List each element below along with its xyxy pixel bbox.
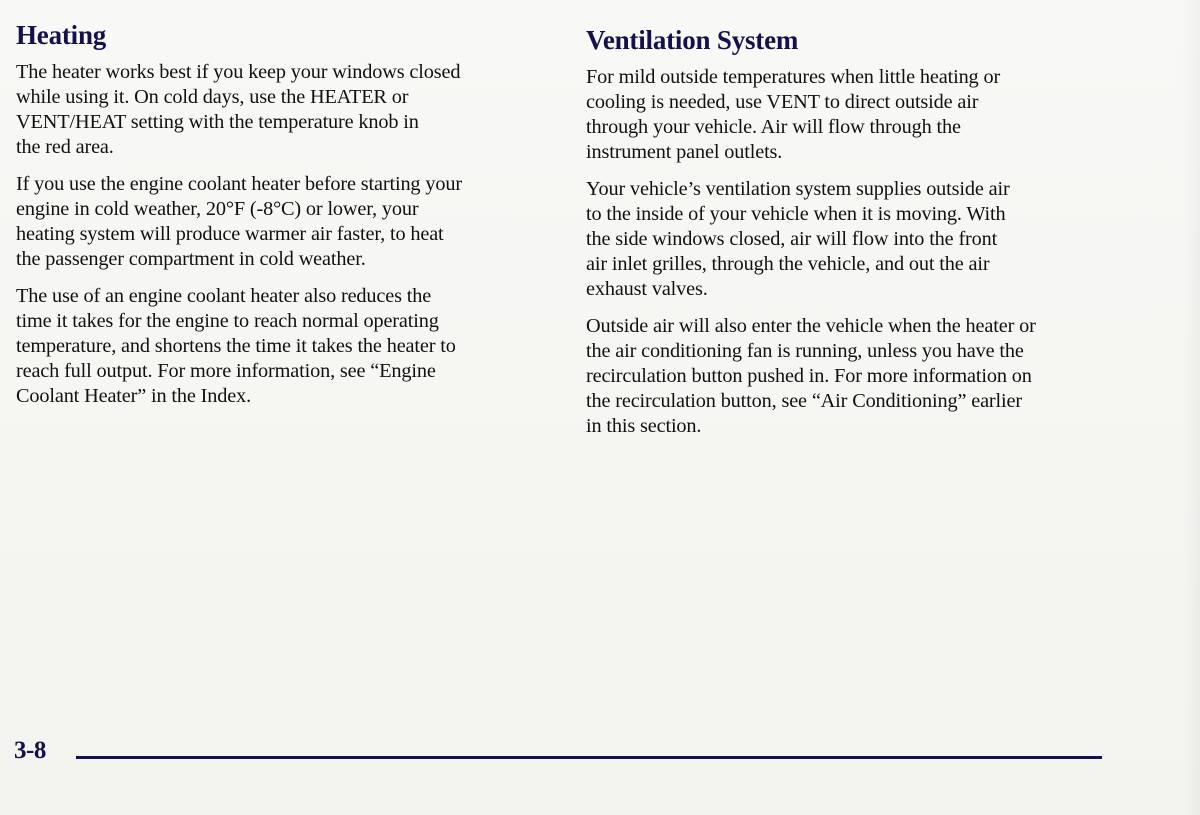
heating-paragraph-2: If you use the engine coolant heater before starting your engine in cold weather, 20°F (-8°C) or lower, your heating system will produce warmer air faster, to heat the passenger compartment in cold weather. <box>16 173 462 270</box>
footer-rule <box>76 756 1102 759</box>
heating-paragraph-1: The heater works best if you keep your windows closed while using it. On cold days, use the HEATER or VENT/HEAT setting with the temperature knob in the red area. <box>16 61 461 158</box>
page-number: 3-8 <box>14 737 46 764</box>
ventilation-section <box>586 0 1111 439</box>
heating-heading: Heating <box>16 20 107 50</box>
heating-paragraph-3: The use of an engine coolant heater also reduces the time it takes for the engine to reach normal operating temperature, and shortens the time it takes the heater to reach full output. For more information, see “Engine Coolant Heater” in the Index. <box>16 285 456 407</box>
heating-section <box>16 0 551 409</box>
ventilation-paragraph-2: Your vehicle’s ventilation system supplies outside air to the inside of your vehicle when it is moving. With the side windows closed, air will flow into the front air inlet grilles, through the vehicle, and out the air exhaust valves. <box>586 178 1010 300</box>
ventilation-paragraph-3: Outside air will also enter the vehicle when the heater or the air conditioning fan is running, unless you have the recirculation button pushed in. For more information on the recirculation button, see “Air Conditioning” earlier in this section. <box>586 315 1036 437</box>
ventilation-heading: Ventilation System <box>586 25 799 55</box>
ventilation-paragraph-1: For mild outside temperatures when little heating or cooling is needed, use VENT to direct outside air through your vehicle. Air will flow through the instrument panel outlets. <box>586 66 1001 163</box>
page-edge-shadow <box>1182 0 1200 815</box>
